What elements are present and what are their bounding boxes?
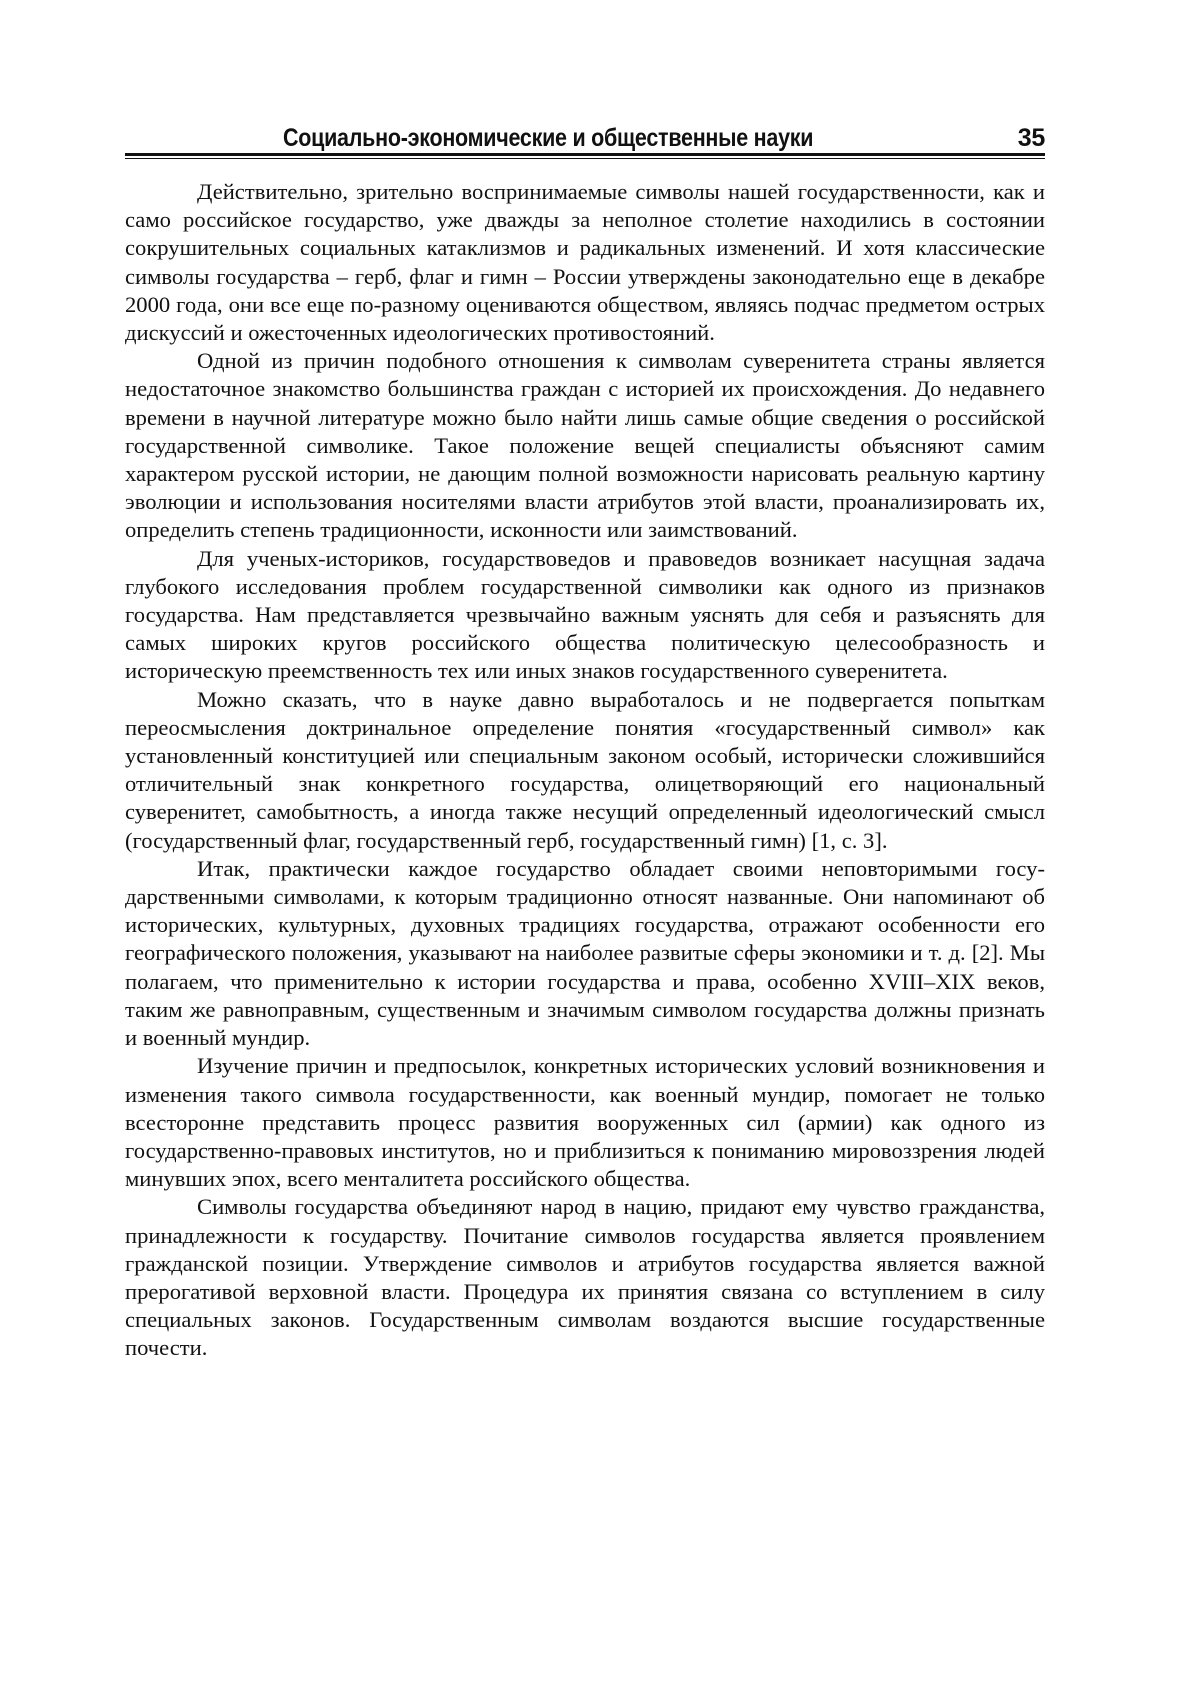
- paragraph: Итак, практически каждое государство обладает своими неповторимыми государственными символами, к которым традиционно относят названные. Они напоминают об исторических, культурных, духовных традициях государства, отражают особенности его географического положения, указывают на наиболее развитые сферы экономики и т. д. [2]. Мы полагаем, что применительно к истории государства и права, особенно XVIII–XIX веков, таким же равноправным, существенным и значимым символом государства должны признать и военный мундир.: [125, 855, 1045, 1051]
- header-rule-thick: [125, 153, 1045, 156]
- body-text: [125, 178, 1045, 1363]
- running-header: [125, 120, 1045, 152]
- paragraph: Одной из причин подобного отношения к символам суверенитета страны является недостаточное знакомство большинства граждан с историей их происхождения. До недавнего времени в научной литературе можно было найти лишь самые общие сведения о российской государственной символике. Такое положение вещей специалисты объясняют самим характером русской истории, не дающим полной возможности нарисовать реальную картину эволюции и использования носителями власти атрибутов этой власти, проанализировать их, определить степень традиционности, исконности или заимствований.: [125, 348, 1045, 543]
- page-number: 35: [1017, 124, 1045, 152]
- paragraph: Для ученых-историков, государствоведов и правоведов возникает насущная задача глубокого исследования проблем государственной символики как одного из признаков государства. Нам представляется чрезвычайно важным уяснять для себя и разъяснять для самых широких кругов российского общества политическую целесообразность и историческую преемственность тех или иных знаков государственного суверенитета.: [125, 545, 1045, 684]
- paragraph: Символы государства объединяют народ в нацию, придают ему чувство гражданства, принадлежности к государству. Почитание символов государства является проявлением гражданской позиции. Утверждение символов и атрибутов государства является важной прерогативой верховной власти. Процедура их принятия связана со вступлением в силу специальных законов. Государственным символам воздаются высшие государственные почести.: [125, 1194, 1045, 1361]
- paragraph: Можно сказать, что в науке давно выработалось и не подвергается попыткам переосмысления доктринальное определение понятия «государственный символ» как установленный конституцией или специальным законом особый, исторически сложившийся отличительный знак конкретного государства, олицетворяющий его национальный суверенитет, самобытность, а иногда также несущий определенный идеологический смысл (государственный флаг, государственный герб, государственный гимн) [1, с. 3].: [125, 686, 1045, 853]
- paragraph: Действительно, зрительно воспринимаемые символы нашей государственности, как и само российское государство, уже дважды за неполное столетие находились в состоянии сокрушительных социальных катаклизмов и радикальных изменений. И хотя классические символы государства – герб, флаг и гимн – России утверждены законодательно еще в декабре 2000 года, они все еще по-разному оцениваются обществом, являясь подчас предметом острых дискуссий и ожесточенных идеологических противостояний.: [125, 179, 1045, 346]
- header-title: Социально-экономические и общественные науки: [283, 124, 814, 152]
- paragraph: Изучение причин и предпосылок, конкретных исторических условий возникновения и изменения такого символа государственности, как военный мундир, помогает не только всесторонне представить процесс развития вооруженных сил (армии) как одного из государственно-правовых институтов, но и приблизиться к пониманию мировоззрения людей минувших эпох, всего менталитета российского общества.: [125, 1053, 1045, 1192]
- header-rule-thin: [125, 158, 1045, 159]
